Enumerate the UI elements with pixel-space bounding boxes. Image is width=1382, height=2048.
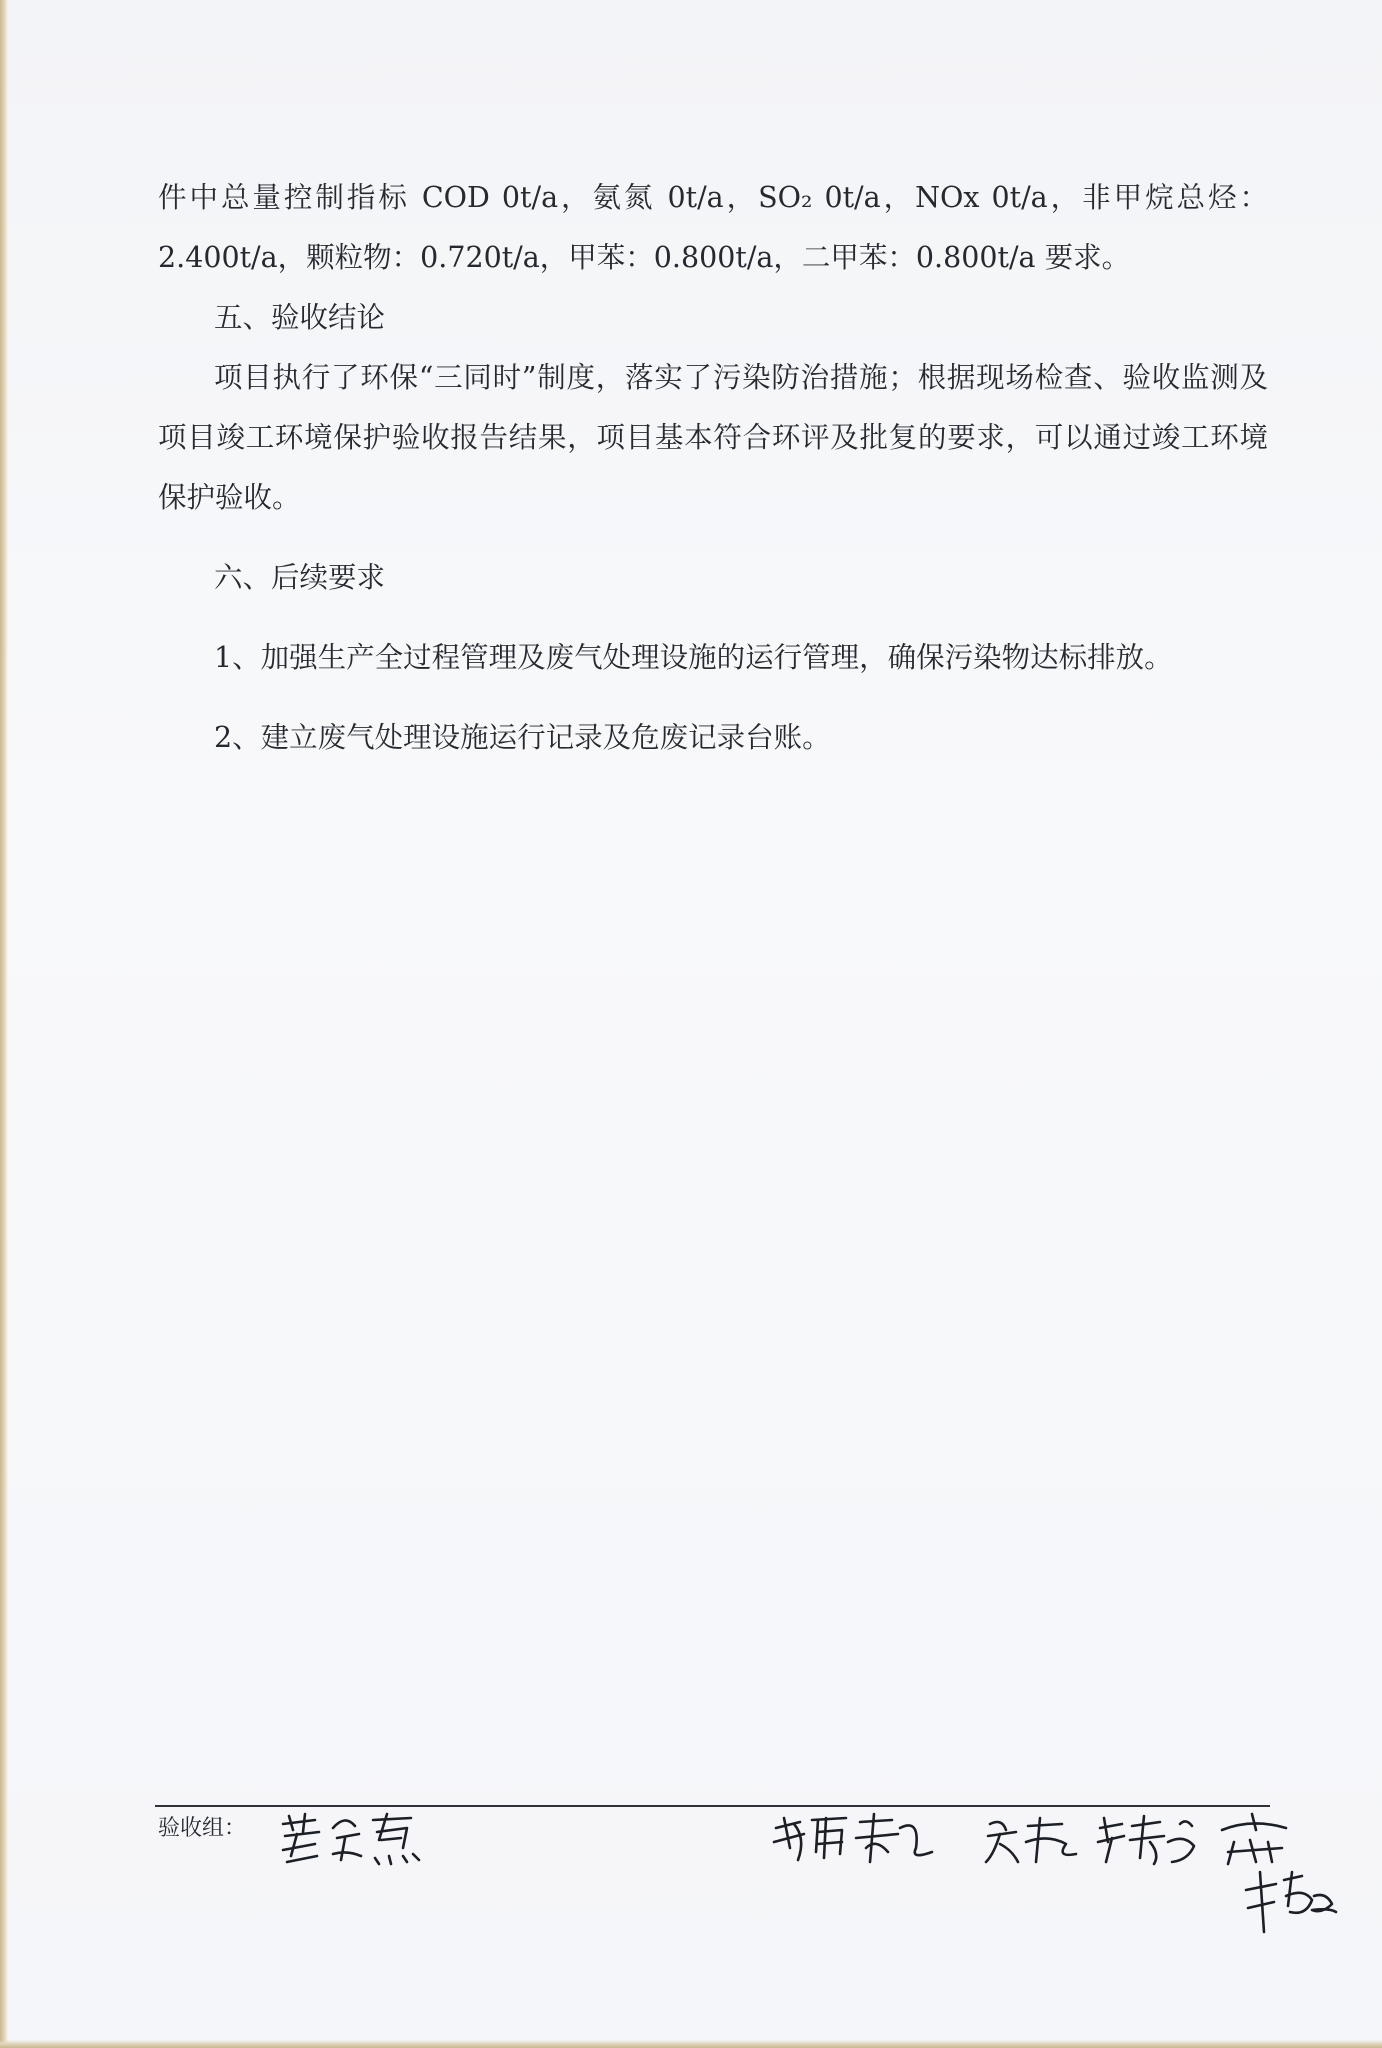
handwritten-signature-3 xyxy=(982,1814,1082,1870)
signature-label: 验收组： xyxy=(158,1816,247,1841)
section-5-paragraph: 项目执行了环保“三同时”制度，落实了污染防治措施；根据现场检查、验收监测及项目竣工环境保护验收报告结果，项目基本符合环评及批复的要求，可以通过竣工环境保护验收。 xyxy=(158,361,1268,514)
section-6-heading: 六、后续要求 xyxy=(214,561,386,594)
section-5-heading: 五、验收结论 xyxy=(214,301,386,334)
handwritten-signature-6 xyxy=(1240,1866,1340,1938)
document-body xyxy=(158,168,1268,788)
page-left-edge xyxy=(0,0,8,2048)
handwritten-signature-2 xyxy=(770,1808,940,1872)
requirement-item-2: 2、建立废气处理设施运行记录及危废记录台账。 xyxy=(214,721,831,754)
requirement-item-1: 1、加强生产全过程管理及废气处理设施的运行管理，确保污染物达标排放。 xyxy=(214,641,1173,674)
continuation-paragraph: 件中总量控制指标 COD 0t/a，氨氮 0t/a，SO₂ 0t/a，NOx 0t/a，非甲烷总烃：2.400t/a，颗粒物：0.720t/a，甲苯：0.800t/a，二甲苯：0.800t/a 要求。 xyxy=(158,181,1268,274)
handwritten-signature-4 xyxy=(1094,1812,1204,1870)
handwritten-signature-1 xyxy=(275,1810,425,1870)
handwritten-signature-5 xyxy=(1212,1808,1302,1868)
signature-divider xyxy=(155,1805,1270,1807)
page-bottom-edge xyxy=(0,2040,1382,2048)
